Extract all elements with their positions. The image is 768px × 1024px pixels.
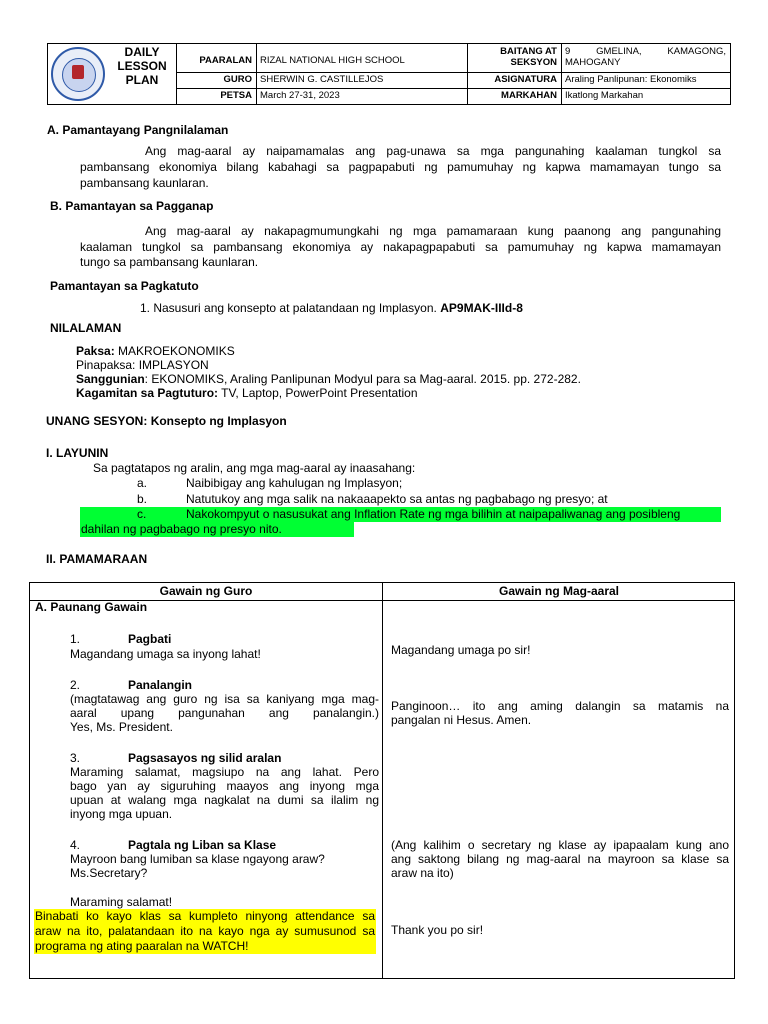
petsa-label: PETSA — [220, 90, 252, 101]
section-a-heading: A. Pamantayang Pangnilalaman — [47, 123, 229, 137]
markahan-value: Ikatlong Markahan — [565, 90, 644, 101]
layunin-item-a-letter: a. — [137, 476, 148, 490]
section-a-line1: Ang mag-aaral ay naipamamalas ang pag-unawa sa mga pangunahing kaalaman tungkol sa — [145, 144, 721, 158]
sanggunian-label: Sanggunian — [76, 372, 145, 386]
section-b-line3: tungo sa pambansang kaunlaran. — [80, 255, 259, 269]
kagamitan-value: TV, Laptop, PowerPoint Presentation — [218, 386, 418, 400]
paksa-value: MAKROEKONOMIKS — [114, 344, 235, 358]
guro-value: SHERWIN G. CASTILLEJOS — [260, 74, 384, 85]
step-1-title: Pagbati — [128, 632, 172, 646]
competency-code: AP9MAK-IIId-8 — [440, 301, 523, 315]
layunin-item-c-cont: dahilan ng pagbabago ng presyo nito. — [81, 522, 282, 536]
nilalaman-heading: NILALAMAN — [50, 321, 122, 335]
baitang-value-line2: MAHOGANY — [565, 57, 621, 68]
pagkatuto-item-text: 1. Nasusuri ang konsepto at palatandaan ng Implasyon. — [140, 301, 437, 315]
baitang-label — [467, 46, 561, 68]
step-3-line4: inyong mga upuan. — [70, 807, 173, 821]
step-2-guro-line1: (magtatawag ang guro ng isa sa kaniyang mga mag- — [70, 692, 379, 706]
step-2-mag-aaral-line1: Panginoon… ito ang aming dalangin sa matamis na — [391, 699, 729, 713]
kagamitan-line — [76, 386, 418, 401]
header-table — [47, 43, 731, 105]
section-a-line2: pambansang ekonomiya bilang kabahagi sa pagpapabuti ng pamumuhay ng kapwa mamamayan tungo sa — [80, 160, 721, 174]
step-1-num: 1. — [70, 632, 81, 646]
step-3-line1: Maraming salamat, magsiupo na ang lahat. Pero — [70, 765, 379, 779]
baitang-label-line2: SEKSYON — [510, 57, 557, 68]
sanggunian-line — [76, 372, 581, 387]
col-header-guro: Gawain ng Guro — [159, 584, 253, 598]
paksa-label: Paksa: — [76, 344, 115, 358]
step-4-line1: Mayroon bang lumiban sa klase ngayong araw? — [70, 852, 325, 866]
pamamaraan-heading: II. PAMAMARAAN — [46, 552, 148, 566]
step-1-guro: Magandang umaga sa inyong lahat! — [70, 647, 261, 661]
closing-line0: Maraming salamat! — [70, 895, 173, 909]
kagamitan-label: Kagamitan sa Pagtuturo: — [76, 386, 219, 400]
step-3-line3: upuan at walang mga nagkalat na dumi sa ilalim ng — [70, 793, 379, 807]
unang-sesyon-value: : Konsepto ng Implasyon — [143, 414, 287, 428]
layunin-item-b-letter: b. — [137, 492, 148, 506]
pagkatuto-heading: Pamantayan sa Pagkatuto — [50, 279, 199, 293]
guro-label: GURO — [223, 74, 252, 85]
layunin-item-c: Nakokompyut o nasusukat ang Inflation Rate ng mga bilihin at naipapaliwanag ang posibleng — [186, 507, 681, 521]
sanggunian-value: : EKONOMIKS, Araling Panlipunan Modyul para sa Mag-aaral. 2015. pp. 272-282. — [144, 372, 581, 386]
step-2-title: Panalangin — [128, 678, 193, 692]
closing-line3: programa ng ating paaralan na WATCH! — [35, 939, 249, 953]
col-header-mag-aaral: Gawain ng Mag-aaral — [498, 584, 620, 598]
dlp-title — [112, 45, 172, 87]
layunin-item-c-letter: c. — [137, 507, 147, 521]
dlp-title-line1: DAILY — [124, 45, 160, 59]
deped-seal-icon — [51, 47, 105, 101]
section-b-line1: Ang mag-aaral ay nakapagmumungkahi ng mga pamamaraan kung paanong ang pangunahing — [145, 224, 721, 238]
step-4-mag-aaral-line2: ang saktong bilang ng mag-aaral na mayroon sa klase sa — [391, 852, 729, 866]
section-b-line2: kaalaman tungkol sa pambansang ekonomiya ay nakapagpapabuti sa pamumuhay ng kapwa mamamayan — [80, 240, 721, 254]
layunin-item-b: Natutukoy ang mga salik na nakaaapekto sa antas ng pagbabago ng presyo; at — [186, 492, 608, 506]
baitang-label-line1: BAITANG AT — [500, 46, 557, 57]
dlp-title-line3: PLAN — [125, 73, 159, 87]
markahan-label: MARKAHAN — [501, 90, 557, 101]
pagkatuto-item — [140, 301, 523, 316]
paaralan-value: RIZAL NATIONAL HIGH SCHOOL — [260, 55, 405, 66]
step-2-mag-aaral-line2: pangalan ni Hesus. Amen. — [391, 713, 532, 727]
layunin-item-a: Naibibigay ang kahulugan ng Implasyon; — [186, 476, 403, 490]
petsa-value: March 27-31, 2023 — [260, 90, 340, 101]
step-4-mag-aaral-line1: (Ang kalihim o secretary ng klase ay ipapaalam kung ano — [391, 838, 729, 852]
asignatura-label: ASIGNATURA — [494, 74, 557, 85]
step-4-mag-aaral-line3: araw na ito) — [391, 866, 454, 880]
baitang-value-line1: 9 GMELINA, KAMAGONG, — [565, 46, 726, 57]
unang-sesyon-line — [46, 414, 287, 429]
step-2-guro-line2: aaral upang pangunahan ang panalangin.) — [70, 706, 379, 720]
closing-line2: araw na ito, palatandaan ito na kayo nga ay sumusunod sa — [35, 924, 375, 938]
step-3-line2: bago yan ay siguruhing maayos ang inyong mga — [70, 779, 379, 793]
paaralan-label: PAARALAN — [199, 55, 252, 66]
unang-sesyon-label: UNANG SESYON — [46, 414, 144, 428]
closing-line1: Binabati ko kayo klas sa kumpleto ninyong attendance sa — [35, 909, 375, 923]
step-3-title: Pagsasayos ng silid aralan — [128, 751, 282, 765]
step-2-guro-line3: Yes, Ms. President. — [70, 720, 173, 734]
step-4-num: 4. — [70, 838, 81, 852]
step-4-line2: Ms.Secretary? — [70, 866, 148, 880]
closing-mag-aaral: Thank you po sir! — [391, 923, 484, 937]
layunin-intro: Sa pagtatapos ng aralin, ang mga mag-aaral ay inaasahang: — [93, 461, 416, 475]
dlp-title-line2: LESSON — [117, 59, 167, 73]
baitang-value — [561, 46, 730, 68]
step-2-num: 2. — [70, 678, 81, 692]
asignatura-value: Araling Panlipunan: Ekonomiks — [565, 74, 697, 85]
pinapaksa-line: Pinapaksa: IMPLASYON — [76, 358, 209, 372]
part-a-heading: A. Paunang Gawain — [35, 600, 148, 614]
step-4-title: Pagtala ng Liban sa Klase — [128, 838, 277, 852]
step-1-mag-aaral: Magandang umaga po sir! — [391, 643, 531, 657]
section-a-line3: pambansang kaunlaran. — [80, 176, 209, 190]
paksa-line — [76, 344, 235, 359]
step-3-num: 3. — [70, 751, 81, 765]
section-b-heading: B. Pamantayan sa Pagganap — [50, 199, 214, 213]
layunin-heading: I. LAYUNIN — [46, 446, 109, 460]
